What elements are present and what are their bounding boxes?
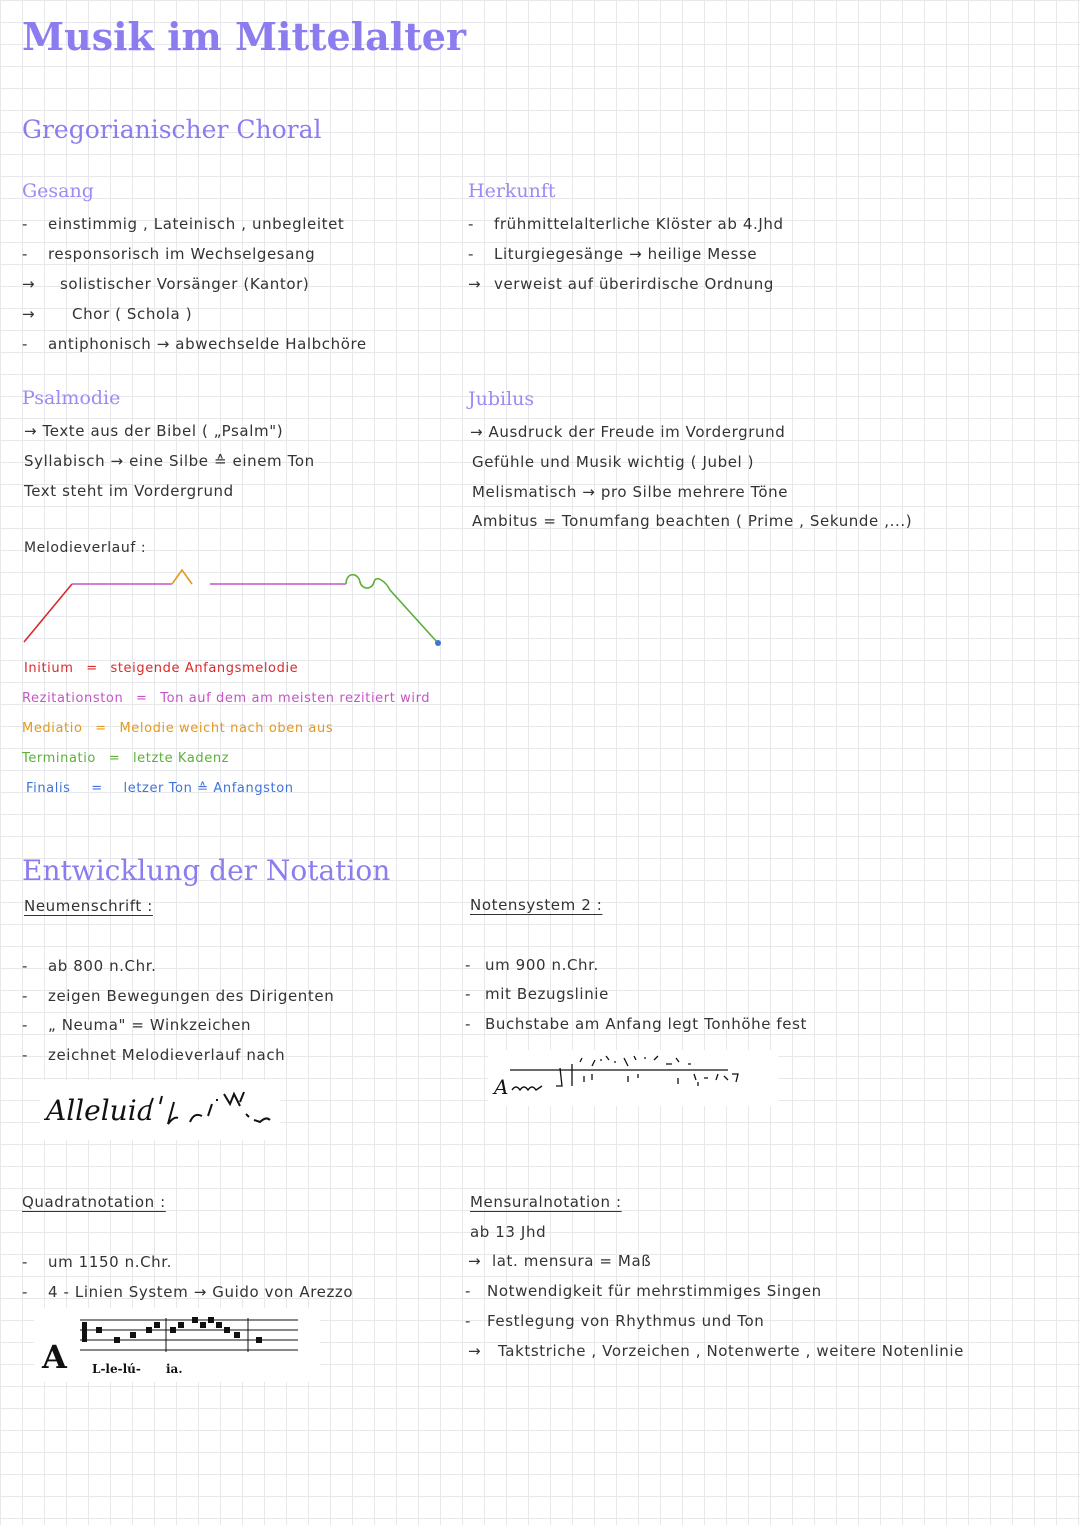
subheading-jubilus: Jubilus [468,388,535,410]
list-item: → Ausdruck der Freude im Vordergrund [470,423,786,441]
melody-contour-diagram [0,560,480,655]
terminatio-line [346,575,437,642]
list-item: - 4 - Linien System → Guido von Arezzo [22,1283,354,1301]
list-item: → verweist auf überirdische Ordnung [468,275,774,293]
legend-terminatio: Terminatio = letzte Kadenz [22,751,230,766]
list-item: - mit Bezugslinie [465,985,609,1003]
legend-initium: Initium = steigende Anfangsmelodie [24,661,299,676]
initium-line [24,584,72,642]
neumen-signs-icon [40,1080,280,1140]
list-item: Ambitus = Tonumfang beachten ( Prime , Sekunde ,...) [472,512,913,530]
quadratnotation-example-image [34,1308,320,1382]
four-line-staff-icon [34,1308,320,1382]
svg-text:A: A [494,1075,509,1099]
syllable-text: L-le-lú- [92,1362,141,1376]
list-item: → Texte aus der Bibel ( „Psalm") [24,422,284,440]
list-item: - „ Neuma" = Winkzeichen [22,1016,252,1034]
list-item: → Chor ( Schola ) [22,305,193,323]
subheading-notensystem: Notensystem 2 : [470,896,603,914]
melodieverlauf-label: Melodieverlauf : [24,540,147,556]
list-item: ab 13 Jhd [470,1223,547,1241]
list-item: - Buchstabe am Anfang legt Tonhöhe fest [465,1015,808,1033]
subheading-mensuralnotation: Mensuralnotation : [470,1193,622,1211]
list-item: - Liturgiegesänge → heilige Messe [468,245,758,263]
list-item: - um 900 n.Chr. [465,956,599,974]
subheading-herkunft: Herkunft [468,180,556,202]
bezugslinie-example-image [488,1050,778,1106]
subheading-psalmodie: Psalmodie [22,387,121,409]
list-item: Gefühle und Musik wichtig ( Jubel ) [472,453,755,471]
list-item: - Festlegung von Rhythmus und Ton [465,1312,765,1330]
list-item: Syllabisch → eine Silbe ≙ einem Ton [24,452,315,470]
neumen-caption: Alleluia [46,1094,154,1127]
finalis-dot [435,640,441,646]
list-item: → Taktstriche , Vorzeichen , Notenwerte , weitere Notenlinie [468,1342,965,1360]
subheading-quadratnotation: Quadratnotation : [22,1193,166,1211]
section-heading-notation: Entwicklung der Notation [22,854,391,887]
list-item: → solistischer Vorsänger (Kantor) [22,275,310,293]
section-heading-gregorian: Gregorianischer Choral [22,115,322,144]
initial-letter: A [42,1338,67,1376]
list-item: - zeigen Bewegungen des Dirigenten [22,987,335,1005]
syllable-text: ia. [166,1362,183,1376]
list-item: - einstimmig , Lateinisch , unbegleitet [22,215,345,233]
subheading-neumenschrift: Neumenschrift : [24,897,153,915]
bezugslinie-notation-icon [488,1050,778,1106]
list-item: - Notwendigkeit für mehrstimmiges Singen [465,1282,822,1300]
mediatio-line [172,570,192,584]
legend-mediatio: Mediatio = Melodie weicht nach oben aus [22,721,334,736]
list-item: - zeichnet Melodieverlauf nach [22,1046,286,1064]
list-item: - frühmittelalterliche Klöster ab 4.Jhd [468,215,784,233]
list-item: - ab 800 n.Chr. [22,957,157,975]
legend-finalis: Finalis = letzer Ton ≙ Anfangston [26,781,294,796]
list-item: → lat. mensura = Maß [468,1252,652,1270]
neumen-example-image [40,1080,280,1140]
legend-rezitationston: Rezitationston = Ton auf dem am meisten rezitiert wird [22,691,431,706]
list-item: - antiphonisch → abwechselde Halbchöre [22,335,367,353]
list-item: - um 1150 n.Chr. [22,1253,173,1271]
list-item: Text steht im Vordergrund [24,482,234,500]
subheading-gesang: Gesang [22,180,94,202]
list-item: Melismatisch → pro Silbe mehrere Töne [472,483,789,501]
page-title: Musik im Mittelalter [22,14,466,59]
list-item: - responsorisch im Wechselgesang [22,245,316,263]
